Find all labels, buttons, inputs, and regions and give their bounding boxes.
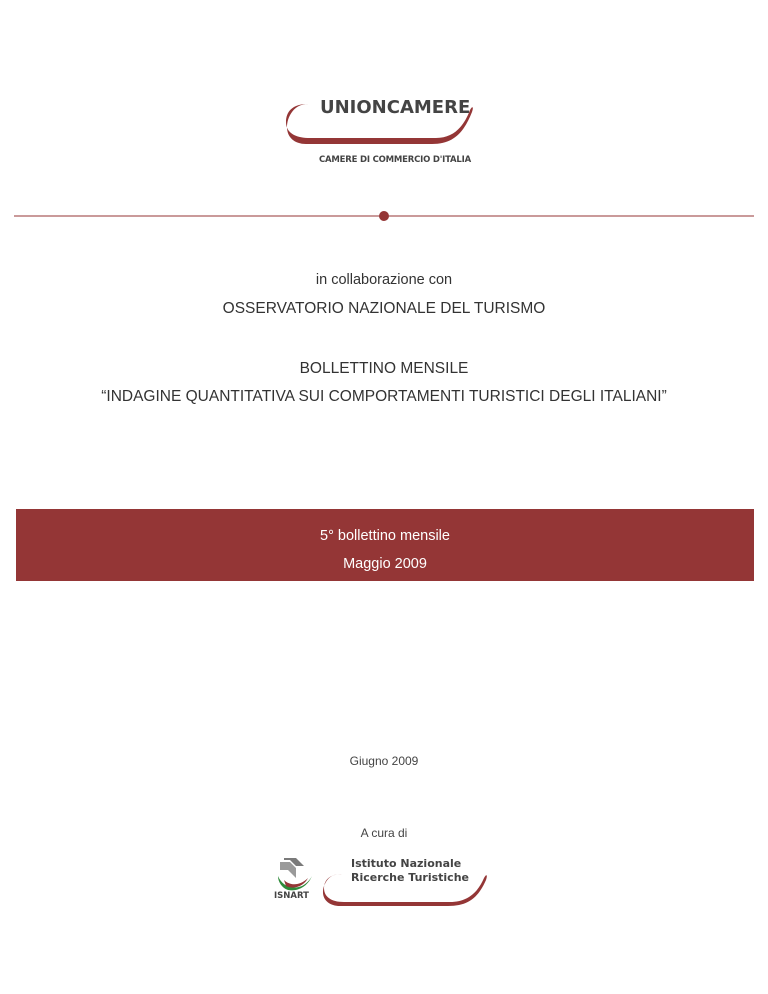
isnart-acronym: ISNART <box>274 891 309 901</box>
publication-date: Giugno 2009 <box>349 754 419 768</box>
edition-band <box>16 509 754 581</box>
collaboration-text: in collaborazione con <box>315 272 453 288</box>
bulletin-type: BOLLETTINO MENSILE <box>299 360 469 377</box>
brand-name: UNIONCAMERE <box>320 97 471 118</box>
edition-label: 5° bollettino mensile <box>320 528 450 544</box>
org-name-line1: Istituto Nazionale <box>351 857 462 870</box>
partner-name: OSSERVATORIO NAZIONALE DEL TURISMO <box>222 300 546 317</box>
curated-by-label: A cura di <box>360 826 408 840</box>
section-divider <box>14 209 754 223</box>
edition-period: Maggio 2009 <box>343 556 427 572</box>
brand-subtitle: CAMERE DI COMMERCIO D'ITALIA <box>319 155 471 165</box>
survey-title: “INDAGINE QUANTITATIVA SUI COMPORTAMENTI TURISTICI DEGLI ITALIANI” <box>101 388 667 405</box>
org-name-line2: Ricerche Turistiche <box>351 871 469 884</box>
